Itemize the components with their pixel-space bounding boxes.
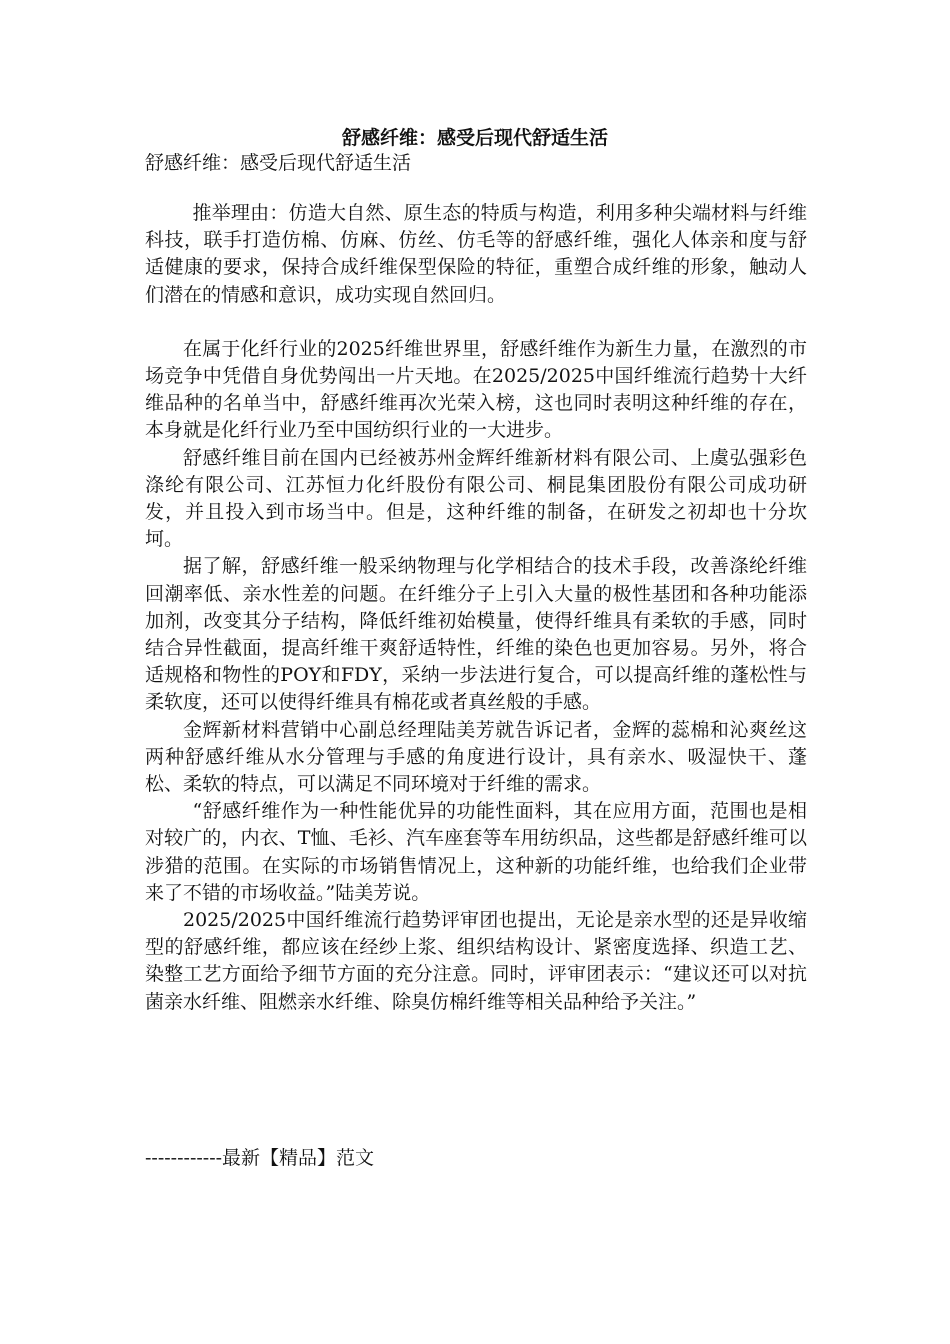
paragraph-gap xyxy=(145,309,807,336)
body-paragraph: 在属于化纤行业的2025纤维世界里，舒感纤维作为新生力量，在激烈的市场竞争中凭借自身优势闯出一片天地。在2025/2025中国纤维流行趋势十大纤维品种的名单当中，舒感纤维再次光荣入榜，这也同时表明这种纤维的存在，本身就是化纤行业乃至中国纺织行业的一大进步。 xyxy=(145,337,807,442)
body-paragraph: 金辉新材料营销中心副总经理陆美芳就告诉记者，金辉的蕊棉和沁爽丝这两种舒感纤维从水分管理与手感的角度进行设计，具有亲水、吸湿快干、蓬松、柔软的特点，可以满足不同环境对于纤维的需求。 xyxy=(145,718,807,796)
document-body xyxy=(145,200,807,1016)
recommendation-paragraph: 推举理由：仿造大自然、原生态的特质与构造，利用多种尖端材料与纤维科技，联手打造仿棉、仿麻、仿丝、仿毛等的舒感纤维，强化人体亲和度与舒适健康的要求，保持合成纤维保型保险的特征，重塑合成纤维的形象，触动人们潜在的情感和意识，成功实现自然回归。 xyxy=(145,202,807,306)
body-paragraph: 据了解，舒感纤维一般采纳物理与化学相结合的技术手段，改善涤纶纤维回潮率低、亲水性差的问题。在纤维分子上引入大量的极性基团和各种功能添加剂，改变其分子结构，降低纤维初始模量，使得纤维具有柔软的手感，同时结合异性截面，提高纤维干爽舒适特性，纤维的染色也更加容易。另外，将合适规格和物性的POY和FDY，采纳一步法进行复合，可以提高纤维的蓬松性与柔软度，还可以使得纤维具有棉花或者真丝般的手感。 xyxy=(145,555,807,714)
document-footer: ------------最新【精品】范文 xyxy=(145,1147,375,1169)
document-subtitle: 舒感纤维：感受后现代舒适生活 xyxy=(145,152,412,174)
body-paragraph: 舒感纤维目前在国内已经被苏州金辉纤维新材料有限公司、上虞弘强彩色涤纶有限公司、江苏恒力化纤股份有限公司、桐昆集团股份有限公司成功研发，并且投入到市场当中。但是，这种纤维的制备，在研发之初却也十分坎坷。 xyxy=(145,446,807,551)
quote-paragraph: “舒感纤维作为一种性能优异的功能性面料，其在应用方面，范围也是相对较广的，内衣、T恤、毛衫、汽车座套等车用纺织品，这些都是舒感纤维可以涉猎的范围。在实际的市场销售情况上，这种新的功能纤维，也给我们企业带来了不错的市场收益。”陆美芳说。 xyxy=(145,800,807,904)
body-paragraph: 2025/2025中国纤维流行趋势评审团也提出，无论是亲水型的还是异收缩型的舒感纤维，都应该在经纱上浆、组织结构设计、紧密度选择、织造工艺、染整工艺方面给予细节方面的充分注意。同时，评审团表示：“建议还可以对抗菌亲水纤维、阻燃亲水纤维、除臭仿棉纤维等相关品种给予关注。” xyxy=(145,909,807,1013)
document-title: 舒感纤维：感受后现代舒适生活 xyxy=(341,127,608,149)
